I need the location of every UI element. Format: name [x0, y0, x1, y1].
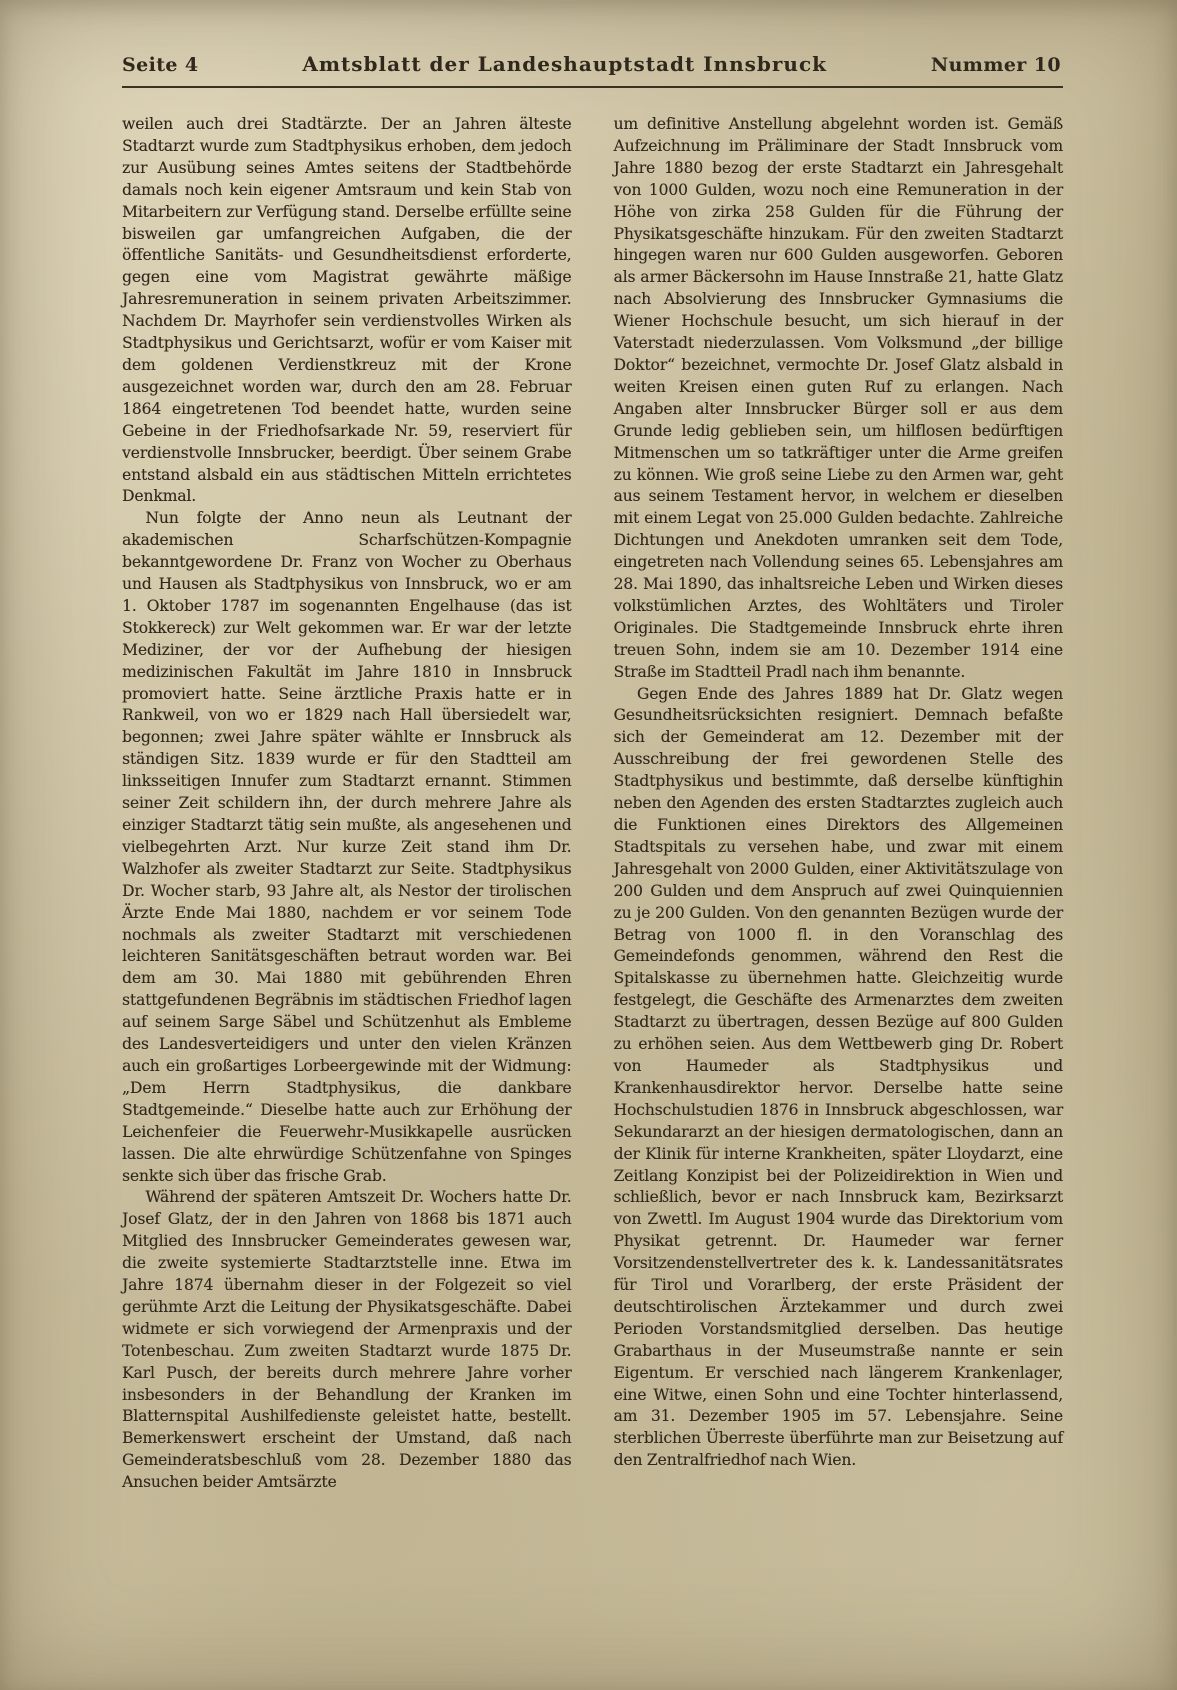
issue-number-label: Nummer 10: [930, 54, 1061, 76]
paragraph: Nun folgte der Anno neun als Leutnant der akademischen Scharfschützen-Kompagnie bekanntgewordene Dr. Franz von Wocher zu Oberhaus und Hausen als Stadtphysikus von Innsbruck, wo er am 1. Oktober 1787 im sogenannten Engelhause (das ist Stokkereck) zur Welt gekommen war. Er war der letzte Mediziner, der vor der Aufhebung der hiesigen medizinischen Fakultät im Jahre 1810 in Innsbruck promoviert hatte. Seine ärztliche Praxis hatte er in Rankweil, von wo er 1829 nach Hall übersiedelt war, begonnen; zwei Jahre später wählte er Innsbruck als ständigen Sitz. 1839 wurde er für den Stadtteil am linksseitigen Innufer zum Stadtarzt ernannt. Stimmen seiner Zeit schildern ihn, der durch mehrere Jahre als einziger Stadtarzt tätig sein mußte, als angesehenen und vielbegehrten Arzt. Nur kurze Zeit stand ihm Dr. Walzhofer als zweiter Stadtarzt zur Seite. Stadtphysikus Dr. Wocher starb, 93 Jahre alt, als Nestor der tirolischen Ärzte Ende Mai 1880, nachdem er vor seinem Tode nochmals als zweiter Stadtarzt mit verschiedenen leichteren Sanitätsgeschäften betraut worden war. Bei dem am 30. Mai 1880 mit gebührenden Ehren stattgefundenen Begräbnis im städtischen Friedhof lagen auf seinem Sarge Säbel und Schützenhut als Embleme des Landesverteidigers und unter den vielen Kränzen auch ein großartiges Lorbeergewinde mit der Widmung: „Dem Herrn Stadtphysikus, die dankbare Stadtgemeinde.“ Dieselbe hatte auch zur Erhöhung der Leichenfeier die Feuerwehr-Musikkapelle ausrücken lassen. Die alte ehrwürdige Schützenfahne von Spinges senkte sich über das frische Grab.: [122, 509, 572, 1185]
paragraph: Während der späteren Amtszeit Dr. Wochers hatte Dr. Josef Glatz, der in den Jahren von 1868 bis 1871 auch Mitglied des Innsbrucker Gemeinderates gewesen war, die zweite systemierte Stadtarztstelle inne. Etwa im Jahre 1874 übernahm dieser in der Folgezeit so viel gerühmte Arzt die Leitung der Physikatsgeschäfte. Dabei widmete er sich vorwiegend der Armenpraxis und der Totenbeschau. Zum zweiten Stadtarzt wurde 1875 Dr. Karl Pusch, der bereits durch mehrere Jahre vorher insbesonders in der Behandlung der Kranken im Blatternspital Aushilfedienste geleistet hatte, bestellt. Bemerkenswert erscheint der Umstand, daß nach Gemeinderatsbeschluß vom 28. Dezember 1880 das Ansuchen beider Amtsärzte: [122, 1188, 572, 1492]
paragraph: Gegen Ende des Jahres 1889 hat Dr. Glatz wegen Gesundheitsrücksichten resigniert. Demnach befaßte sich der Gemeinderat am 12. Dezember mit der Ausschreibung der frei gewordenen Stelle des Stadtphysikus und bestimmte, daß derselbe künftighin neben den Agenden des ersten Stadtarztes zugleich auch die Funktionen eines Direktors des Allgemeinen Stadtspitals zu versehen habe, und zwar mit einem Jahresgehalt von 2000 Gulden, einer Aktivitätszulage von 200 Gulden und dem Anspruch auf zwei Quinquiennien zu je 200 Gulden. Von den genannten Bezügen wurde der Betrag von 1000 fl. in den Voranschlag des Gemeindefonds genommen, während den Rest die Spitalskasse zu übernehmen hatte. Gleichzeitig wurde festgelegt, die Geschäfte des Armenarztes dem zweiten Stadtarzt zu übertragen, dessen Bezüge auf 800 Gulden zu erhöhen seien. Aus dem Wettbewerb ging Dr. Robert von Haumeder als Stadtphysikus und Krankenhausdirektor hervor. Derselbe hatte seine Hochschulstudien 1876 in Innsbruck abgeschlossen, war Sekundararzt an der hiesigen dermatologischen, dann an der Klinik für interne Krankheiten, später Lloydarzt, eine Zeitlang Konzipist bei der Polizeidirektion in Wien und schließlich, bevor er nach Innsbruck kam, Bezirksarzt von Zwettl. Im August 1904 wurde das Direktorium vom Physikat getrennt. Dr. Haumeder war ferner Vorsitzendenstellvertreter des k. k. Landessanitätsrates für Tirol und Vorarlberg, der erste Präsident der deutschtirolischen Ärztekammer und durch zwei Perioden Vorstandsmitglied derselben. Das heutige Grabarthaus in der Museumstraße nannte er sein Eigentum. Er verschied nach längerem Krankenlager, eine Witwe, einen Sohn und eine Tochter hinterlassend, am 31. Dezember 1905 im 57. Lebensjahre. Seine sterblichen Überreste überführte man zur Beisetzung auf den Zentralfriedhof nach Wien.: [613, 684, 1063, 1470]
page-number-label: Seite 4: [122, 54, 199, 76]
page-header: [0, 0, 1177, 76]
masthead-title: Amtsblatt der Landeshauptstadt Innsbruck: [302, 52, 827, 76]
column-left: [122, 114, 572, 1494]
column-right: [614, 114, 1064, 1494]
article-body: [0, 88, 1177, 1494]
paragraph: weilen auch drei Stadtärzte. Der an Jahren älteste Stadtarzt wurde zum Stadtphysikus erhoben, dem jedoch zur Ausübung seines Amtes seitens der Stadtbehörde damals noch kein eigener Amtsraum und kein Stab von Mitarbeitern zur Verfügung stand. Derselbe erfüllte seine bisweilen gar umfangreichen Aufgaben, die der öffentliche Sanitäts- und Gesundheitsdienst erforderte, gegen eine vom Magistrat gewährte mäßige Jahresremuneration in seinem privaten Arbeitszimmer. Nachdem Dr. Mayrhofer sein verdienstvolles Wirken als Stadtphysikus und Gerichtsarzt, wofür er vom Kaiser mit dem goldenen Verdienstkreuz mit der Krone ausgezeichnet worden war, durch den am 28. Februar 1864 eingetretenen Tod beendet hatte, wurden seine Gebeine in der Friedhofsarkade Nr. 59, reserviert für verdienstvolle Innsbrucker, beerdigt. Über seinem Grabe entstand alsbald ein aus städtischen Mitteln errichtetes Denkmal.: [122, 115, 572, 506]
paragraph: um definitive Anstellung abgelehnt worden ist. Gemäß Aufzeichnung im Präliminare der Stadt Innsbruck vom Jahre 1880 bezog der erste Stadtarzt ein Jahresgehalt von 1000 Gulden, wozu noch eine Remuneration in der Höhe von zirka 258 Gulden für die Führung der Physikatsgeschäfte hinzukam. Für den zweiten Stadtarzt hingegen waren nur 600 Gulden ausgeworfen. Geboren als armer Bäckersohn im Hause Innstraße 21, hatte Glatz nach Absolvierung des Innsbrucker Gymnasiums die Wiener Hochschule besucht, um sich hierauf in der Vaterstadt niederzulassen. Vom Volksmund „der billige Doktor“ bezeichnet, vermochte Dr. Josef Glatz alsbald in weiten Kreisen einen guten Ruf zu erlangen. Nach Angaben alter Innsbrucker Bürger soll er aus dem Grunde ledig geblieben sein, um hilflosen bedürftigen Mitmenschen um so tatkräftiger unter die Arme greifen zu können. Wie groß seine Liebe zu den Armen war, geht aus seinem Testament hervor, in welchem er dieselben mit einem Legat von 25.000 Gulden bedachte. Zahlreiche Dichtungen und Anekdoten umranken seit dem Tode, eingetreten nach Vollendung seines 65. Lebensjahres am 28. Mai 1890, das inhaltsreiche Leben und Wirken dieses volkstümlichen Arztes, des Wohltäters und Tiroler Originales. Die Stadtgemeinde Innsbruck ehrte ihren treuen Sohn, indem sie am 10. Dezember 1914 eine Straße im Stadtteil Pradl nach ihm benannte.: [613, 115, 1063, 681]
